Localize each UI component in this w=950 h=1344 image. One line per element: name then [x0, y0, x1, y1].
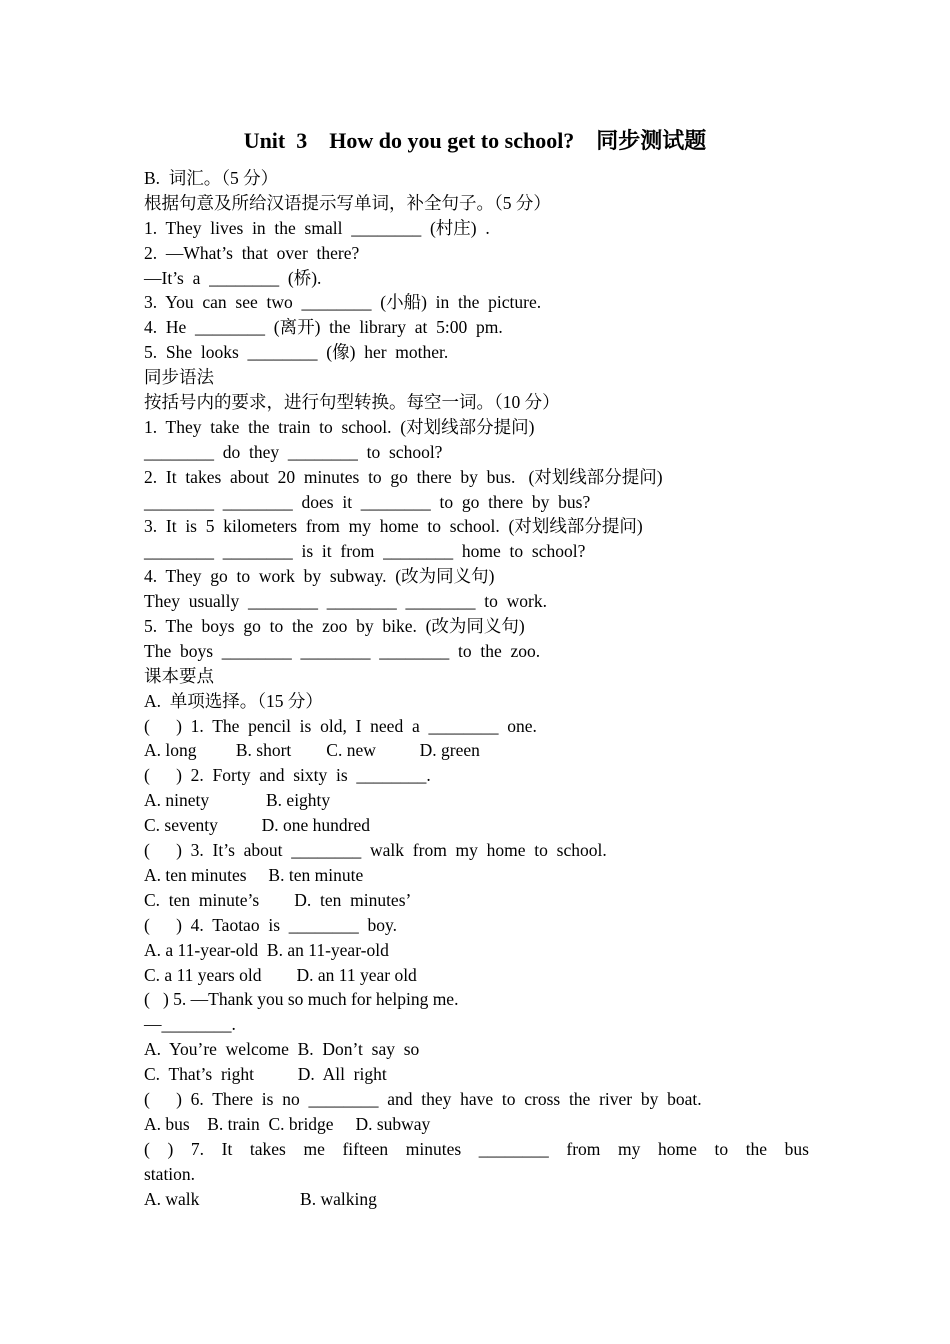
- question-line: ( ) 5. —Thank you so much for helping me.: [144, 989, 459, 1010]
- section-heading: B. 词汇。（5 分）: [144, 168, 279, 188]
- question-line: —It’s a ________ (桥).: [144, 267, 322, 288]
- question-line: 4. They go to work by subway. (改为同义句): [144, 566, 495, 587]
- question-line: 1. They lives in the small ________ (村庄) .: [144, 217, 490, 238]
- question-line-continued: station.: [144, 1163, 196, 1184]
- options-line: C. ten minute’s D. ten minutes’: [144, 889, 412, 910]
- document-body: [144, 166, 809, 1211]
- answer-line: ________ do they ________ to school?: [144, 441, 443, 462]
- options-line: C. a 11 years old D. an 11 year old: [144, 964, 417, 985]
- question-line: ( ) 4. Taotao is ________ boy.: [144, 914, 397, 935]
- section-heading: 课本要点: [144, 665, 214, 686]
- question-line: 3. You can see two ________ (小船) in the picture.: [144, 292, 542, 313]
- question-line: 4. He ________ (离开) the library at 5:00 pm.: [144, 317, 503, 338]
- question-line: 5. The boys go to the zoo by bike. (改为同义句): [144, 616, 525, 637]
- answer-line: ________ ________ does it ________ to go there by bus?: [144, 491, 591, 512]
- options-line: A. bus B. train C. bridge D. subway: [144, 1113, 431, 1134]
- options-line: C. seventy D. one hundred: [144, 815, 371, 836]
- section-heading: A. 单项选择。（15 分）: [144, 690, 323, 711]
- question-line: ( ) 7. It takes me fifteen minutes ________ from my home to the bus: [144, 1138, 809, 1159]
- question-line: 3. It is 5 kilometers from my home to school. (对划线部分提问): [144, 516, 643, 537]
- answer-line: They usually ________ ________ ________ to work.: [144, 591, 547, 612]
- answer-line: The boys ________ ________ ________ to the zoo.: [144, 640, 541, 661]
- question-line: ( ) 1. The pencil is old, I need a ________ one.: [144, 715, 537, 736]
- answer-line: —________.: [144, 1014, 236, 1035]
- options-line: A. ten minutes B. ten minute: [144, 864, 364, 885]
- question-line: 5. She looks ________ (像) her mother.: [144, 342, 449, 363]
- instruction-text: 按括号内的要求，进行句型转换。每空一词。（10 分）: [144, 392, 560, 413]
- section-heading: 同步语法: [144, 367, 214, 388]
- question-line: ( ) 2. Forty and sixty is ________.: [144, 765, 431, 786]
- question-line: 2. It takes about 20 minutes to go there by bus. (对划线部分提问): [144, 466, 663, 487]
- answer-line: ________ ________ is it from ________ home to school?: [144, 541, 586, 562]
- question-line: ( ) 3. It’s about ________ walk from my home to school.: [144, 840, 607, 861]
- options-line: A. long B. short C. new D. green: [144, 740, 480, 761]
- instruction-text: 根据句意及所给汉语提示写单词，补全句子。（5 分）: [144, 192, 551, 213]
- options-line: C. That’s right D. All right: [144, 1064, 387, 1085]
- options-line: A. ninety B. eighty: [144, 790, 331, 811]
- page-title: Unit 3 How do you get to school? 同步测试题: [243, 128, 707, 153]
- question-line: 1. They take the train to school. (对划线部分提问): [144, 416, 535, 437]
- options-line: A. You’re welcome B. Don’t say so: [144, 1039, 420, 1060]
- options-line: A. a 11-year-old B. an 11-year-old: [144, 939, 389, 960]
- question-line: ( ) 6. There is no ________ and they have to cross the river by boat.: [144, 1088, 702, 1109]
- options-line: A. walk B. walking: [144, 1188, 377, 1209]
- question-line: 2. —What’s that over there?: [144, 242, 360, 263]
